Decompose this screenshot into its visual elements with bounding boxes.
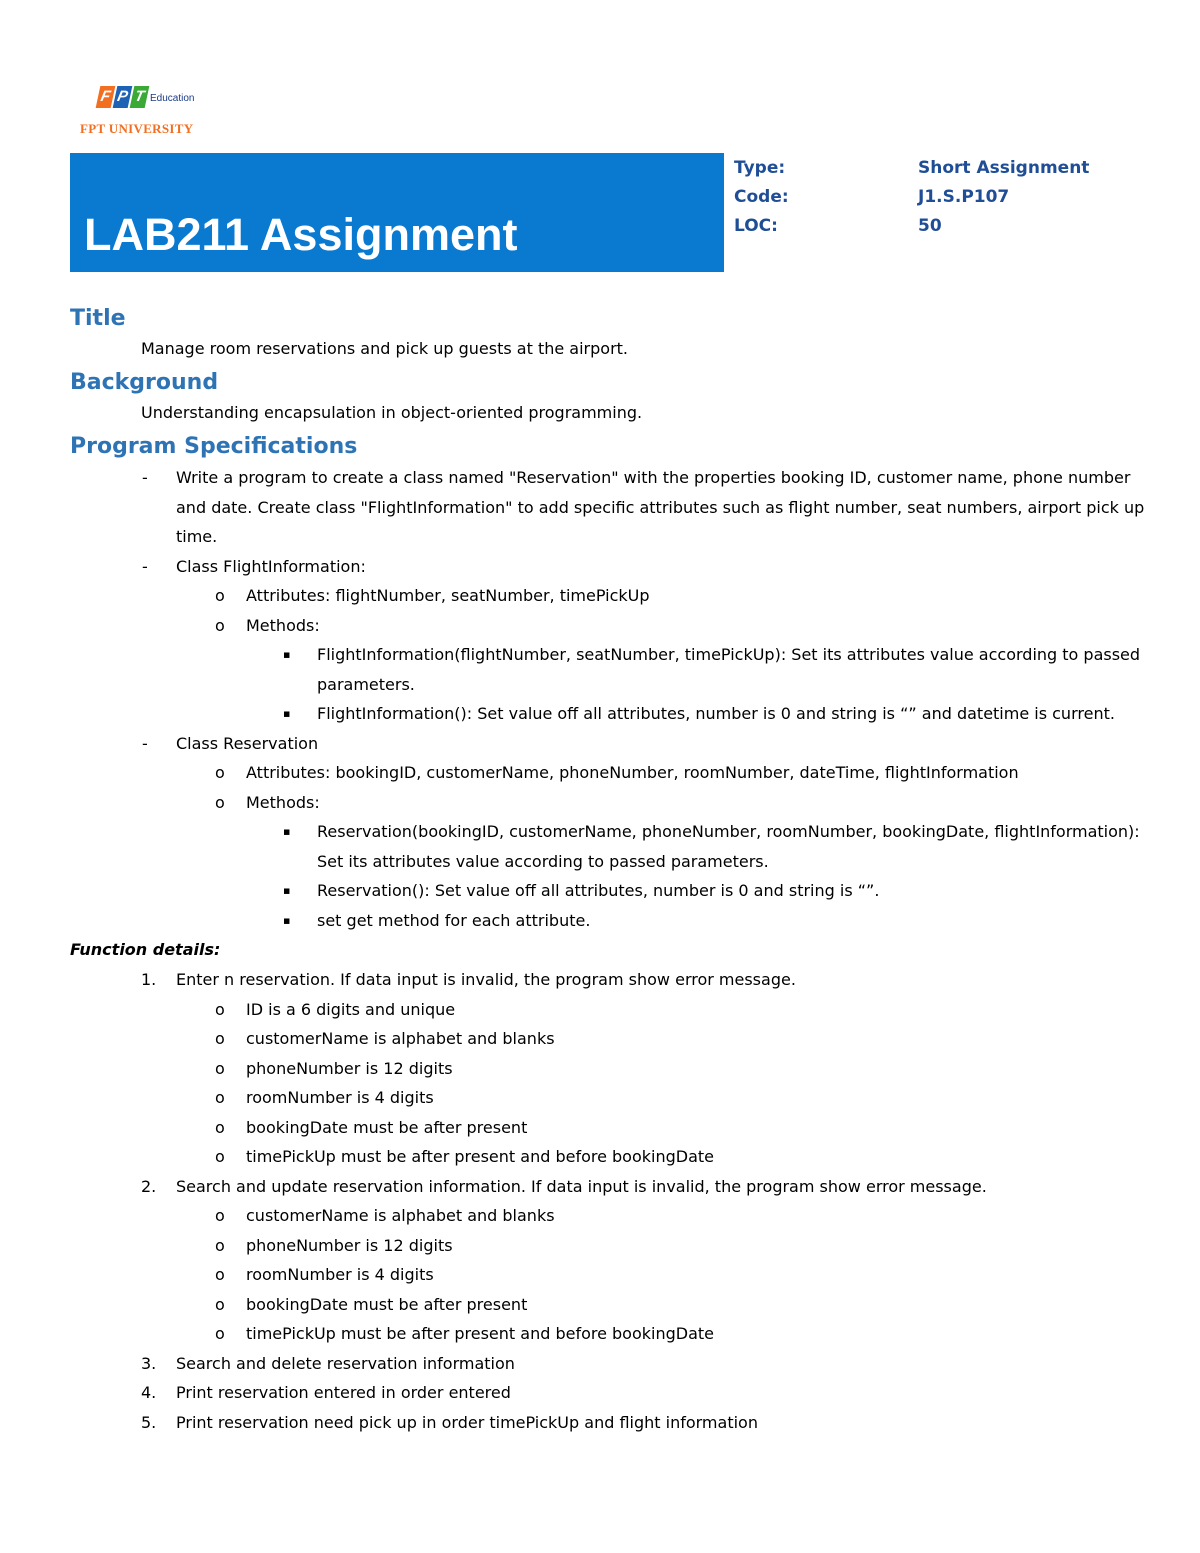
title-text: Manage room reservations and pick up guests at the airport. <box>141 339 628 358</box>
spec-item-text: Write a program to create a class named "Reservation" with the properties booking ID, customer name, phone number and date. Create class "FlightInformation" to add specific attributes such as flight number, seat numbers, airport pick up time. <box>176 468 1145 546</box>
square-bullet-icon: ▪ <box>283 825 291 838</box>
meta-value: 50 <box>918 216 942 236</box>
function-item-text: Search and delete reservation information <box>176 1353 515 1373</box>
spec-item <box>70 817 1150 876</box>
function-item-text: Enter n reservation. If data input is invalid, the program show error message. <box>176 970 796 989</box>
spec-item <box>70 788 1150 818</box>
function-sub-item-text: customerName is alphabet and blanks <box>246 1029 555 1048</box>
function-item-number: 1. <box>141 970 157 989</box>
function-sub-item-text: roomNumber is 4 digits <box>246 1088 434 1107</box>
logo-university-text: FPT UNIVERSITY <box>80 121 194 136</box>
spec-item-text: FlightInformation(): Set value off all attributes, number is 0 and string is “” and datetime is current. <box>317 704 1115 723</box>
circle-bullet-icon: o <box>215 1147 225 1166</box>
function-item-text: Search and update reservation information. If data input is invalid, the program show error message. <box>176 1176 987 1196</box>
dash-bullet-icon: - <box>142 733 148 753</box>
function-sub-item-text: roomNumber is 4 digits <box>246 1265 434 1284</box>
logo-letter-t: T <box>130 86 150 108</box>
function-item <box>70 1172 1150 1202</box>
circle-bullet-icon: o <box>215 999 225 1019</box>
spec-list <box>70 463 1150 935</box>
function-sub-item <box>70 1054 1150 1084</box>
circle-bullet-icon: o <box>215 1324 225 1343</box>
function-sub-item-text: timePickUp must be after present and before bookingDate <box>246 1147 715 1166</box>
spec-item-text: Attributes: flightNumber, seatNumber, timePickUp <box>246 586 650 605</box>
circle-bullet-icon: o <box>215 763 225 782</box>
function-item-text: Print reservation need pick up in order timePickUp and flight information <box>176 1412 758 1432</box>
function-sub-item-text: ID is a 6 digits and unique <box>246 999 456 1019</box>
function-item-number: 5. <box>141 1412 157 1432</box>
title-banner <box>70 153 724 272</box>
logo-education-text: Education <box>150 93 195 104</box>
spec-item <box>70 640 1150 699</box>
square-bullet-icon: ▪ <box>283 884 291 897</box>
function-item <box>70 1378 1150 1408</box>
spec-item-text: FlightInformation(flightNumber, seatNumber, timePickUp): Set its attributes value according to passed parameters. <box>317 645 1141 694</box>
spec-item <box>70 758 1150 788</box>
circle-bullet-icon: o <box>215 1294 225 1314</box>
function-sub-item <box>70 1290 1150 1320</box>
spec-item <box>70 906 1150 936</box>
function-sub-item-text: timePickUp must be after present and before bookingDate <box>246 1324 715 1343</box>
circle-bullet-icon: o <box>215 1235 225 1255</box>
function-sub-item-text: phoneNumber is 12 digits <box>246 1235 453 1255</box>
spec-item <box>70 581 1150 611</box>
function-details-list <box>70 965 1150 1437</box>
logo-letter-f: F <box>96 86 116 108</box>
function-sub-item-text: bookingDate must be after present <box>246 1294 528 1314</box>
function-item <box>70 1349 1150 1379</box>
spec-item <box>70 552 1150 582</box>
circle-bullet-icon: o <box>215 1206 225 1225</box>
function-item <box>70 965 1150 995</box>
spec-item-text: Class FlightInformation: <box>176 556 366 576</box>
spec-item-text: Reservation(): Set value off all attributes, number is 0 and string is “”. <box>317 881 880 900</box>
function-item-number: 4. <box>141 1383 157 1402</box>
function-item-number: 3. <box>141 1353 157 1373</box>
background-text: Understanding encapsulation in object-oriented programming. <box>141 403 643 422</box>
circle-bullet-icon: o <box>215 1058 225 1078</box>
spec-item <box>70 611 1150 641</box>
fpt-logo-mark <box>98 86 149 112</box>
function-item <box>70 1408 1150 1438</box>
spec-item <box>70 699 1150 729</box>
function-sub-item <box>70 1113 1150 1143</box>
function-details-label: Function details: <box>70 940 221 959</box>
function-sub-item-text: customerName is alphabet and blanks <box>246 1206 555 1225</box>
fpt-education-logo <box>80 86 220 138</box>
spec-item-text: Class Reservation <box>176 733 319 753</box>
function-sub-item <box>70 1319 1150 1349</box>
function-sub-item-text: bookingDate must be after present <box>246 1117 528 1137</box>
circle-bullet-icon: o <box>215 586 225 605</box>
spec-item <box>70 729 1150 759</box>
function-sub-item <box>70 1083 1150 1113</box>
spec-item-text: Methods: <box>246 615 320 635</box>
background-heading: Background <box>70 370 219 395</box>
function-sub-item <box>70 1142 1150 1172</box>
function-item-text: Print reservation entered in order entered <box>176 1383 511 1402</box>
spec-item-text: Methods: <box>246 792 320 812</box>
function-item-number: 2. <box>141 1176 157 1196</box>
meta-key: Code: <box>734 187 789 207</box>
spec-item-text: set get method for each attribute. <box>317 910 591 930</box>
circle-bullet-icon: o <box>215 1117 225 1137</box>
dash-bullet-icon: - <box>142 556 148 576</box>
meta-key: LOC: <box>734 216 778 236</box>
function-sub-item <box>70 1231 1150 1261</box>
circle-bullet-icon: o <box>215 1088 225 1107</box>
function-sub-item <box>70 995 1150 1025</box>
document-title: LAB211 Assignment <box>84 209 518 260</box>
spec-heading: Program Specifications <box>70 434 358 459</box>
spec-item-text: Attributes: bookingID, customerName, phoneNumber, roomNumber, dateTime, flightInformation <box>246 763 1019 782</box>
circle-bullet-icon: o <box>215 1029 225 1048</box>
circle-bullet-icon: o <box>215 1265 225 1284</box>
function-sub-item <box>70 1024 1150 1054</box>
logo-letter-p: P <box>113 86 133 108</box>
meta-key: Type: <box>734 158 786 178</box>
document-body <box>70 303 1150 1437</box>
circle-bullet-icon: o <box>215 792 225 812</box>
title-heading: Title <box>70 306 126 331</box>
assignment-meta <box>734 158 1174 245</box>
meta-value: Short Assignment <box>918 158 1090 178</box>
meta-row-code <box>734 187 1174 216</box>
meta-row-type <box>734 158 1174 187</box>
dash-bullet-icon: - <box>142 468 148 487</box>
square-bullet-icon: ▪ <box>283 707 291 720</box>
meta-row-loc <box>734 216 1174 245</box>
function-sub-item <box>70 1201 1150 1231</box>
circle-bullet-icon: o <box>215 615 225 635</box>
function-sub-item-text: phoneNumber is 12 digits <box>246 1058 453 1078</box>
meta-value: J1.S.P107 <box>918 187 1010 207</box>
spec-item-text: Reservation(bookingID, customerName, phoneNumber, roomNumber, bookingDate, flightInformation): Set its attributes value according to passed parameters. <box>317 822 1140 871</box>
function-sub-item <box>70 1260 1150 1290</box>
square-bullet-icon: ▪ <box>283 648 291 661</box>
spec-item <box>70 463 1150 552</box>
spec-item <box>70 876 1150 906</box>
square-bullet-icon: ▪ <box>283 913 291 927</box>
